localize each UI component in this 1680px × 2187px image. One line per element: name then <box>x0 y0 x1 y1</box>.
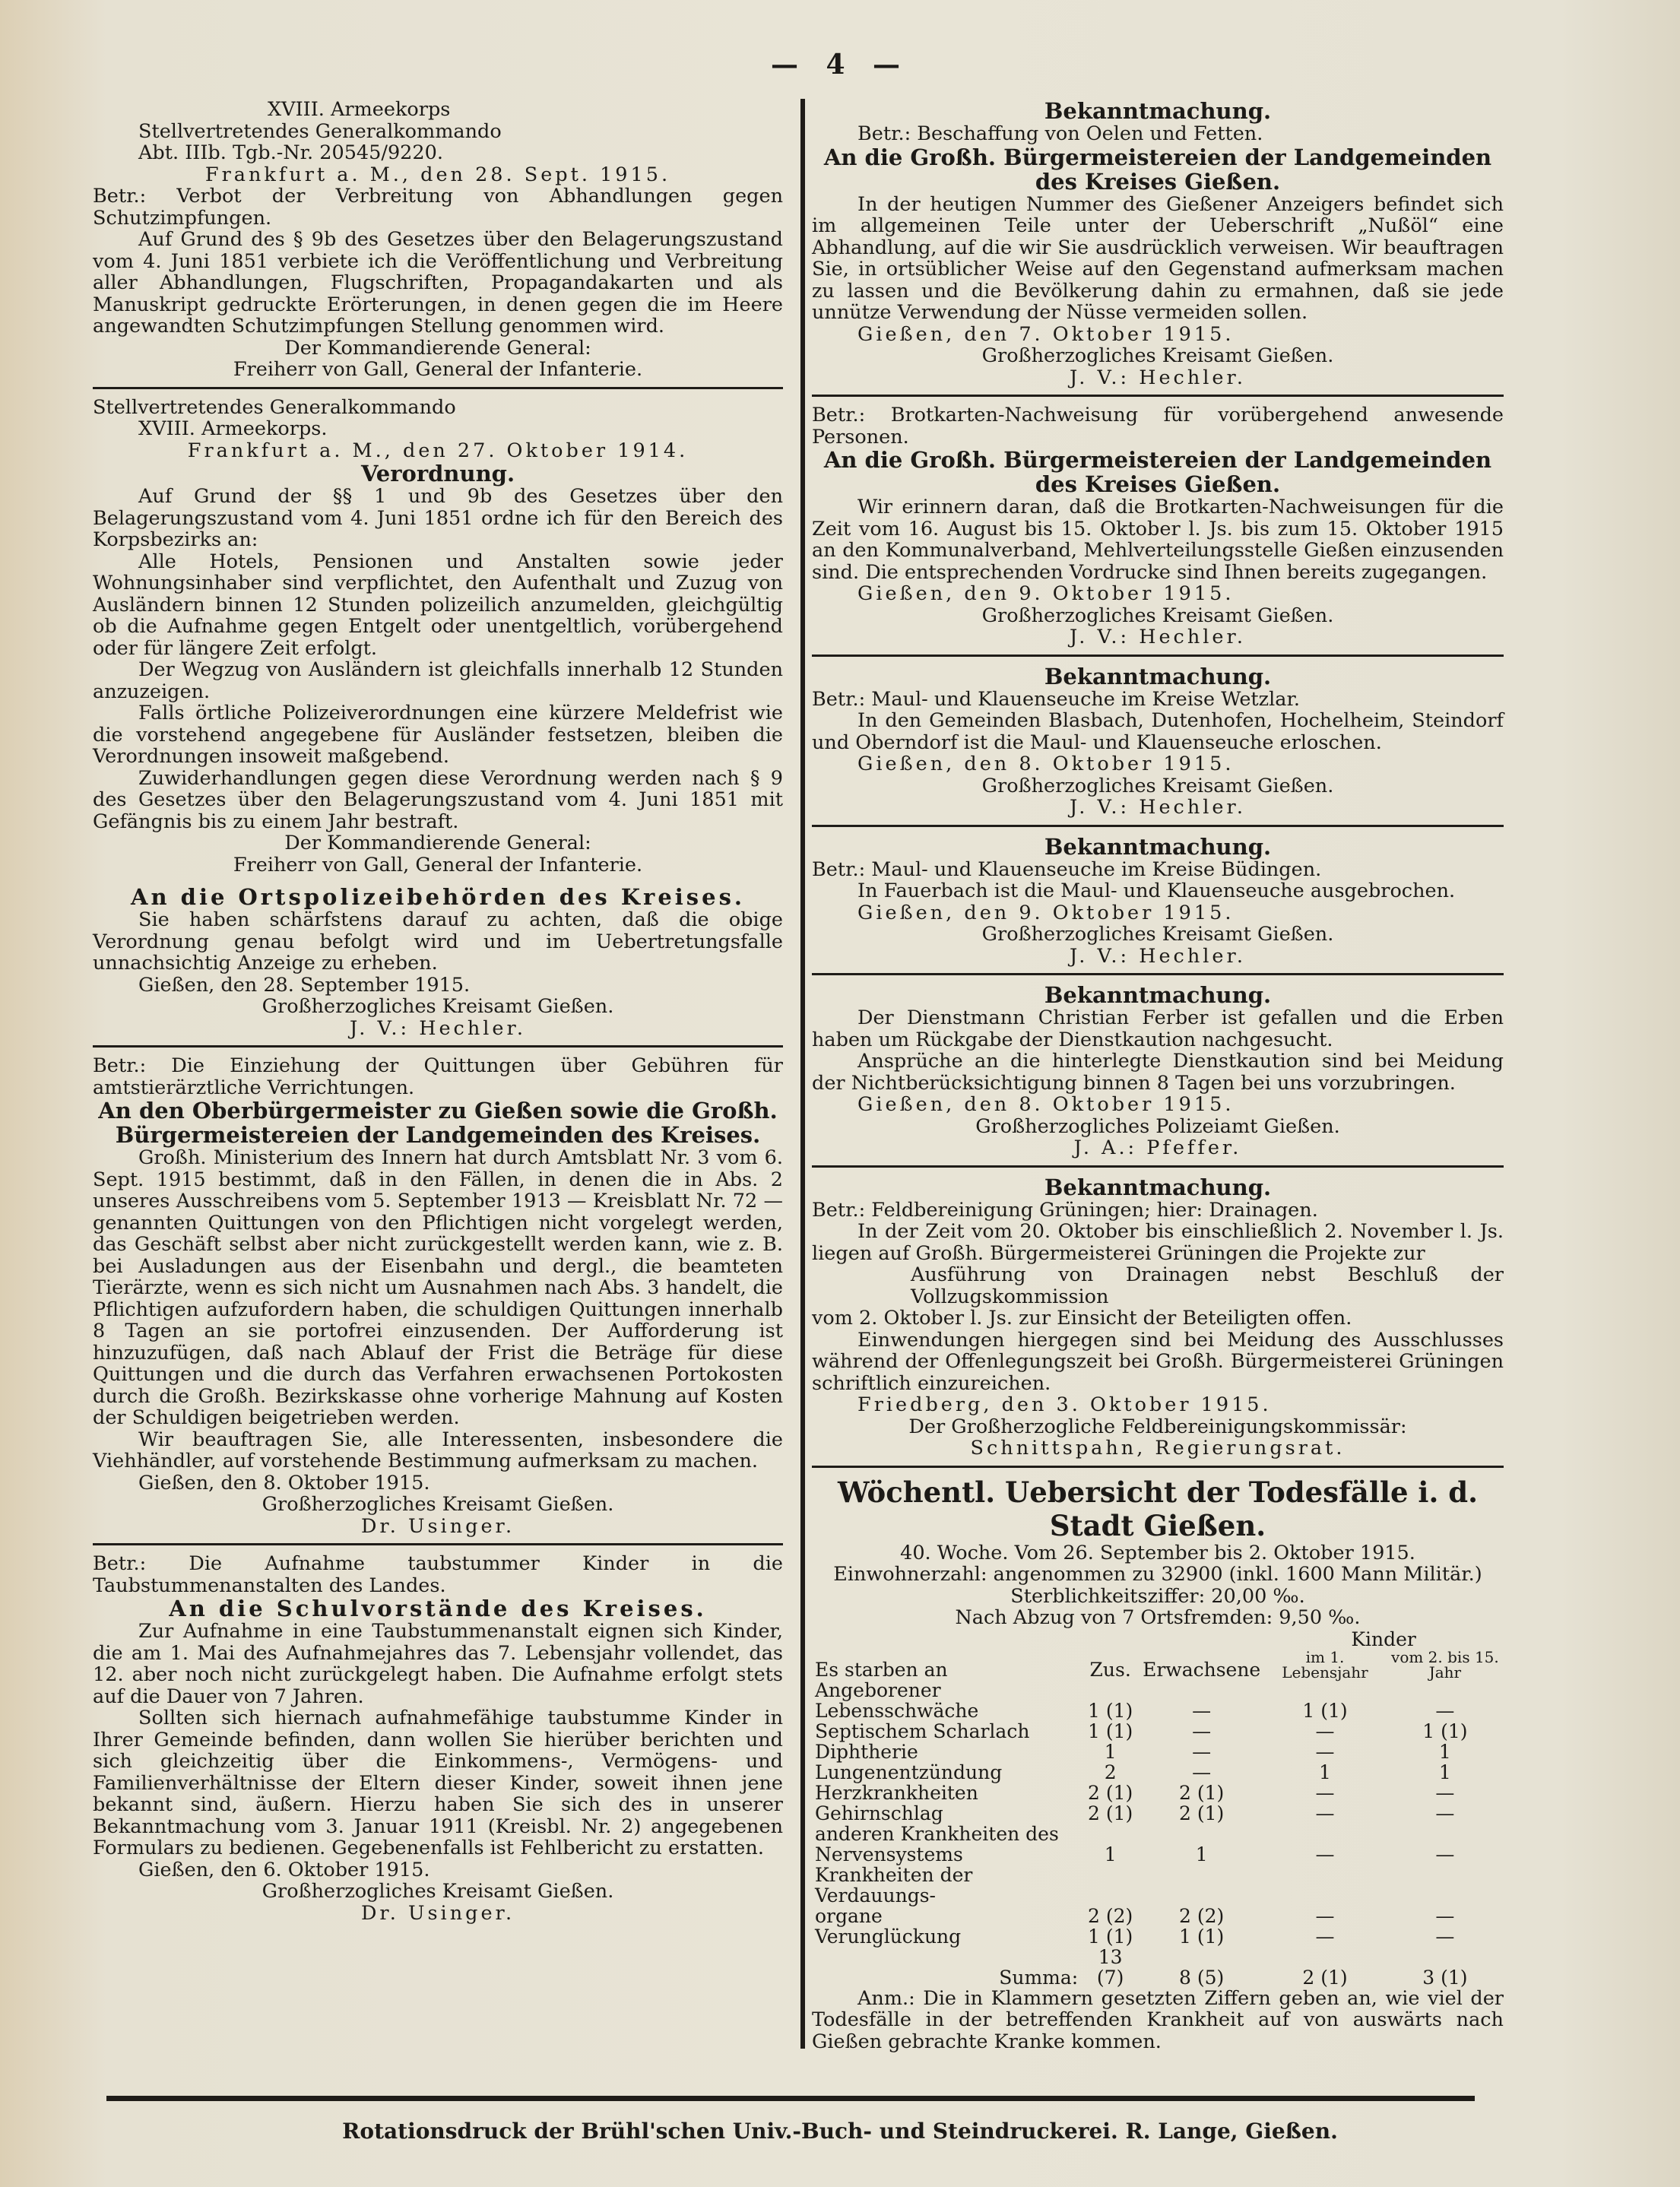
paragraph: Zur Aufnahme in eine Taubstummenanstalt eignen sich Kinder, die am 1. Mai des Aufnahmejahres das 7. Lebensjahr vollendet, das 12. aber noch nicht zurückgelegt haben. Die Aufnahme erfolgt stets auf die Dauer von 7 Jahren. <box>93 1620 783 1708</box>
cell-total: 1 (1) <box>1088 1719 1133 1742</box>
cell-cause: Krankheiten der Verdauungs- <box>815 1863 973 1906</box>
separator <box>812 825 1504 827</box>
betr-line: Betr.: Brotkarten-Nachweisung für vorübergehend anwesende Personen. <box>812 404 1504 448</box>
signature: J. V.: Hechler. <box>1070 796 1246 819</box>
table-row <box>812 1721 1504 1742</box>
office: Großherzogliches Kreisamt Gießen. <box>262 995 614 1018</box>
office: Großherzogliches Kreisamt Gießen. <box>981 604 1334 627</box>
office: Großherzogliches Kreisamt Gießen. <box>262 1880 614 1903</box>
statistics-week: 40. Woche. Vom 26. September bis 2. Oktober 1915. <box>900 1541 1415 1564</box>
cell-total: 1 <box>1104 1843 1117 1865</box>
betr-line: Betr.: Feldbereinigung Grüningen; hier: Drainagen. <box>812 1198 1318 1222</box>
notice-title: Bekanntmachung. <box>1044 982 1272 1008</box>
notice-heading: An die Großh. Bürgermeistereien der Landgemeinden des Kreises Gießen. <box>823 447 1492 497</box>
cell-total: 1 (1) <box>1088 1925 1133 1948</box>
notice-title: Bekanntmachung. <box>1044 98 1272 124</box>
statistics-note: Anm.: Die in Klammern gesetzten Ziffern geben an, wie viel der Todesfälle in der betreffenden Krankheit auf von auswärts nach Gießen gebrachte Kranke kommen. <box>812 1986 1504 2053</box>
office: Großherzogliches Kreisamt Gießen. <box>262 1493 614 1516</box>
cell-cause: Septischem Scharlach <box>815 1719 1030 1742</box>
signature: Dr. Usinger. <box>360 1514 515 1538</box>
dateline: Gießen, den 9. Oktober 1915. <box>857 901 1235 924</box>
sum-adults: 8 (5) <box>1179 1966 1225 1989</box>
deaths-table <box>812 1629 1504 1988</box>
cell-c2: — <box>1435 1925 1455 1948</box>
cell-total: 2 (1) <box>1088 1781 1133 1804</box>
betr-line: Betr.: Die Einziehung der Quittungen über Gebühren für amtstierärztliche Verrichtungen. <box>93 1054 783 1099</box>
sum-child-2-15: 3 (1) <box>1422 1966 1468 1989</box>
dateline: Gießen, den 6. Oktober 1915. <box>138 1858 430 1881</box>
notice-bread-cards <box>812 404 1504 648</box>
separator <box>93 1045 783 1048</box>
notice-foot-mouth-buedingen <box>812 835 1504 968</box>
signature: J. V.: Hechler. <box>1070 944 1246 968</box>
imprint: Rotationsdruck der Brühl'schen Univ.-Buch- und Steindruckerei. R. Lange, Gießen. <box>342 2119 1338 2144</box>
cell-cause: Nervensystems <box>815 1843 963 1865</box>
notice-body: In Fauerbach ist die Maul- und Klauenseuche ausgebrochen. <box>857 880 1456 902</box>
table-row <box>812 1680 1504 1721</box>
separator <box>812 655 1504 657</box>
cell-c1 <box>1263 1865 1387 1906</box>
separator <box>93 387 783 389</box>
cell-total: 2 (1) <box>1088 1802 1133 1824</box>
paragraph: Falls örtliche Polizeiverordnungen eine kürzere Meldefrist wie die vorstehend angegebene für Ausländer festsetzen, bleiben die Verordnungen insoweit maßgebend. <box>93 702 783 768</box>
notice-foot-mouth-wetzlar <box>812 664 1504 819</box>
cell-c2 <box>1387 1824 1504 1844</box>
signature: J. A.: Pfeffer. <box>1073 1136 1242 1159</box>
cell-adults: 2 (1) <box>1179 1781 1225 1804</box>
dateline: Gießen, den 8. Oktober 1915. <box>138 1471 430 1494</box>
notice-heading: An die Schulvorstände des Kreises. <box>169 1596 707 1621</box>
notice-body: Wir erinnern daran, daß die Brotkarten-Nachweisungen für die Zeit vom 16. August bis 15. Oktober l. Js. bis zum 15. Oktober 1915 an den Kommunalverband, Mehlverteilungsstelle Gießen einzusenden sind. Die entsprechenden Vordrucke sind Ihnen bereits zugegangen. <box>812 496 1504 584</box>
cell-adults: 2 (2) <box>1179 1904 1225 1927</box>
betr-line: Betr.: Beschaffung von Oelen und Fetten. <box>857 122 1263 145</box>
betr-line: Betr.: Maul- und Klauenseuche im Kreise Büdingen. <box>812 857 1322 881</box>
notice-heading: An die Ortspolizeibehörden des Kreises. <box>130 884 746 910</box>
cell-adults: 2 (1) <box>1179 1802 1225 1824</box>
paragraph: Wir beauftragen Sie, alle Interessenten, insbesondere die Viehhändler, auf vorstehende Bestimmung aufmerksam zu machen. <box>93 1428 783 1472</box>
signature: J. V.: Hechler. <box>1070 626 1246 648</box>
header-line: XVIII. Armeekorps <box>268 98 451 121</box>
cell-cause: organe <box>815 1904 883 1927</box>
notice-body: In der heutigen Nummer des Gießener Anzeigers befindet sich im allgemeinen Teile unter der Ueberschrift „Nußöl“ eine Abhandlung, auf die wir Sie ausdrücklich verweisen. Wir beauftragen Sie, in ortsüblicher Weise auf den Gegenstand aufmerksam machen zu lassen und die Bevölkerung dahin zu ermahnen, daß sie jede unnütze Verwendung der Nüsse vermeiden sollen. <box>812 192 1504 324</box>
cell-adults: — <box>1192 1761 1212 1783</box>
cell-adults: — <box>1192 1699 1212 1722</box>
paragraph: Großh. Ministerium des Innern hat durch Amtsblatt Nr. 3 vom 6. Sept. 1915 bestimmt, daß in den Fällen, in denen die in Abs. 2 unseres Ausschreibens vom 5. September 1913 — Kreisblatt Nr. 72 — genannten Quittungen von den Pflichtigen nicht vorgelegt werden, das Geschäft selbst aber nicht zurückgestellt werden kann, wie z. B. bei Ausladungen aus der Eisenbahn und dergl., die beamteten Tierärzte, wenn es sich nicht um Ausnahmen nach Abs. 3 handelt, die Pflichtigen aufzufordern haben, die schuldigen Quittungen innerhalb 8 Tagen an sie portofrei einzusenden. Der Aufforderung ist hinzuzufügen, daß nach Ablauf der Frist die Beträge für diese Quittungen und die durch das Verfahren erwachsenen Portokosten durch die Großh. Bezirkskasse ohne vorherige Mahnung auf Kosten der Schuldigen beigetrieben werden. <box>93 1146 783 1429</box>
cell-c1: — <box>1315 1719 1335 1742</box>
paragraph: Auf Grund der §§ 1 und 9b des Gesetzes über den Belagerungszustand vom 4. Juni 1851 ordne ich für den Bereich des Korpsbezirks an: <box>93 485 783 551</box>
cell-c1 <box>1263 1824 1387 1844</box>
betr-line: Betr.: Maul- und Klauenseuche im Kreise Wetzlar. <box>812 687 1300 711</box>
header-line: XVIII. Armeekorps. <box>138 417 328 440</box>
cell-c2: — <box>1435 1781 1455 1804</box>
dateline: Friedberg, den 3. Oktober 1915. <box>857 1393 1272 1416</box>
separator <box>812 1165 1504 1168</box>
paragraph: Ansprüche an die hinterlegte Dienstkaution sind bei Meidung der Nichtberücksichtigung binnen 8 Tagen bei uns vorzubringen. <box>812 1050 1504 1095</box>
dateline: Gießen, den 7. Oktober 1915. <box>857 322 1235 346</box>
paragraph: Einwendungen hiergegen sind bei Meidung des Ausschlusses während der Offenlegungszeit bei Großh. Bürgermeisterei Grüningen schriftlich einzureichen. <box>812 1328 1504 1395</box>
cell-c2: — <box>1435 1843 1455 1865</box>
notice-drainage <box>812 1175 1504 1460</box>
cell-cause: Verunglückung <box>815 1925 962 1948</box>
cell-cause: Lungenentzündung <box>815 1761 1003 1783</box>
cell-adults <box>1140 1865 1263 1906</box>
cell-c1: 1 (1) <box>1302 1699 1348 1722</box>
col-adults: Erwachsene <box>1143 1658 1261 1681</box>
statistics-rate-adjusted: Nach Abzug von 7 Ortsfremden: 9,50 ‰. <box>955 1606 1361 1629</box>
signature-title: Der Kommandierende General: <box>284 336 591 360</box>
cell-adults: 1 (1) <box>1179 1925 1225 1948</box>
cell-cause: Diphtherie <box>815 1740 918 1763</box>
cell-c1: — <box>1315 1925 1335 1948</box>
header-line: Stellvertretendes Generalkommando <box>93 395 456 419</box>
statistics-population: Einwohnerzahl: angenommen zu 32900 (inkl. 1600 Mann Militär.) <box>833 1563 1482 1586</box>
paragraph: Der Dienstmann Christian Ferber ist gefallen und die Erben haben um Rückgabe der Dienstkaution nachgesucht. <box>812 1006 1504 1051</box>
betr-line: Betr.: Verbot der Verbreitung von Abhandlungen gegen Schutzimpfungen. <box>93 185 783 230</box>
col-child-2-15: vom 2. bis 15. Jahr <box>1391 1647 1499 1681</box>
signature-title: Der Kommandierende General: <box>284 832 591 854</box>
sum-total: 13 (7) <box>1096 1945 1124 1989</box>
office: Großherzogliches Kreisamt Gießen. <box>981 923 1334 946</box>
cell-cause: Gehirnschlag <box>815 1802 943 1824</box>
notice-police-authorities <box>93 885 783 1039</box>
notice-body: Sie haben schärfstens darauf zu achten, daß die obige Verordnung genau befolgt wird und im Uebertretungsfalle unnachsichtig Anzeige zu erheben. <box>93 908 783 975</box>
table-row <box>812 1865 1504 1906</box>
notice-deaf-children <box>93 1553 783 1924</box>
cell-c2: — <box>1435 1699 1455 1722</box>
notice-title: Bekanntmachung. <box>1044 833 1272 860</box>
left-column <box>93 99 783 1924</box>
dateline: Gießen, den 8. Oktober 1915. <box>857 1093 1235 1116</box>
cell-c2: — <box>1435 1904 1455 1927</box>
cell-c1: — <box>1315 1802 1335 1824</box>
page-number: — 4 — <box>770 49 910 81</box>
notice-title: Verordnung. <box>360 461 515 487</box>
table-row <box>812 1926 1504 1947</box>
col-child-first-year: im 1. Lebensjahr <box>1282 1647 1368 1681</box>
separator <box>812 1466 1504 1468</box>
cell-cause: Angeborener Lebensschwäche <box>815 1678 979 1722</box>
dateline: Gießen, den 8. Oktober 1915. <box>857 753 1235 775</box>
notice-title: Bekanntmachung. <box>1044 663 1272 689</box>
cell-total <box>1081 1865 1140 1906</box>
cell-adults: — <box>1192 1740 1212 1763</box>
cell-cause: anderen Krankheiten des <box>815 1822 1059 1845</box>
notice-foreigners-ordinance <box>93 397 783 876</box>
col-total: Zus. <box>1089 1658 1131 1681</box>
paragraph: In der Zeit vom 20. Oktober bis einschließlich 2. November l. Js. liegen auf Großh. Bürgermeisterei Grüningen die Projekte zur <box>812 1220 1504 1265</box>
cell-total: 1 <box>1104 1740 1117 1763</box>
separator <box>93 1543 783 1545</box>
table-row <box>812 1844 1504 1865</box>
sum-row <box>812 1947 1504 1988</box>
notice-body: In den Gemeinden Blasbach, Dutenhofen, Hochelheim, Steindorf und Oberndorf ist die Maul- und Klauenseuche erloschen. <box>812 709 1504 754</box>
cell-adults: 1 <box>1195 1843 1208 1865</box>
signature: Dr. Usinger. <box>360 1901 515 1925</box>
dateline: Frankfurt a. M., den 28. Sept. 1915. <box>204 163 671 186</box>
signature: J. V.: Hechler. <box>350 1016 526 1040</box>
cell-c2: 1 <box>1438 1761 1451 1783</box>
dateline: Gießen, den 9. Oktober 1915. <box>857 582 1235 605</box>
dateline: Gießen, den 28. September 1915. <box>138 973 471 997</box>
cell-total: 2 (2) <box>1088 1904 1133 1927</box>
office: Großherzogliches Kreisamt Gießen. <box>981 344 1334 367</box>
cell-c1: 1 <box>1319 1761 1331 1783</box>
signature: Schnittspahn, Regierungsrat. <box>970 1437 1346 1460</box>
header-line: Abt. IIIb. Tgb.-Nr. 20545/9220. <box>138 141 443 164</box>
sum-label: Summa: <box>999 1966 1079 1989</box>
notice-title: Bekanntmachung. <box>1044 1174 1272 1200</box>
cell-c1: — <box>1315 1781 1335 1804</box>
statistics-title: Wöchentl. Uebersicht der Todesfälle i. d. Stadt Gießen. <box>838 1475 1478 1542</box>
cell-c2: 1 (1) <box>1422 1719 1468 1742</box>
paragraph: vom 2. Oktober l. Js. zur Einsicht der Beteiligten offen. <box>812 1307 1352 1330</box>
notice-heading: An die Großh. Bürgermeistereien der Landgemeinden des Kreises Gießen. <box>823 144 1492 195</box>
cell-c1: — <box>1315 1843 1335 1865</box>
cell-cause: Herzkrankheiten <box>815 1781 978 1804</box>
notice-vaccination-ban <box>93 99 783 381</box>
signature: J. V.: Hechler. <box>1070 366 1246 389</box>
signature: Freiherr von Gall, General der Infanterie. <box>233 358 643 381</box>
cell-total: 2 <box>1104 1761 1117 1783</box>
cell-c2: 1 <box>1438 1740 1451 1763</box>
sum-child-first-year: 2 (1) <box>1302 1966 1348 1989</box>
cell-c1: — <box>1315 1904 1335 1927</box>
signature: Freiherr von Gall, General der Infanterie. <box>233 853 643 876</box>
table-row <box>812 1742 1504 1762</box>
paragraph: Der Wegzug von Ausländern ist gleichfalls innerhalb 12 Stunden anzuzeigen. <box>93 658 783 703</box>
death-statistics <box>812 1475 1504 2053</box>
office: Großherzogliches Kreisamt Gießen. <box>981 774 1334 797</box>
notice-oils-fats <box>812 99 1504 388</box>
separator <box>812 973 1504 975</box>
dateline: Frankfurt a. M., den 27. Oktober 1914. <box>187 439 689 462</box>
col-children: Kinder <box>1351 1628 1416 1650</box>
col-cause: Es starben an <box>815 1658 948 1681</box>
separator <box>812 395 1504 397</box>
notice-service-deposit <box>812 983 1504 1159</box>
table-row <box>812 1906 1504 1926</box>
paragraph: Ausführung von Drainagen nebst Beschluß der Vollzugskommission <box>911 1263 1504 1308</box>
table-row <box>812 1803 1504 1824</box>
paragraph: Zuwiderhandlungen gegen diese Verordnung werden nach § 9 des Gesetzes über den Belagerungszustand vom 4. Juni 1851 mit Gefängnis bis zu einem Jahr bestraft. <box>93 766 783 833</box>
notice-heading: An den Oberbürgermeister zu Gießen sowie die Großh. Bürgermeistereien der Landgemeinden des Kreises. <box>98 1098 778 1148</box>
paragraph: Alle Hotels, Pensionen und Anstalten sowie jeder Wohnungsinhaber sind verpflichtet, den Aufenthalt und Zuzug von Ausländern binnen 12 Stunden polizeilich anzumelden, gleichgültig ob die Aufnahme gegen Entgelt oder unentgeltlich, vorübergehend oder für längere Zeit erfolgt. <box>93 550 783 660</box>
right-column <box>812 99 1504 2052</box>
cell-total <box>1081 1824 1140 1844</box>
statistics-rate: Sterblichkeitsziffer: 20,00 ‰. <box>1010 1584 1305 1608</box>
cell-adults <box>1140 1824 1263 1844</box>
cell-c2 <box>1387 1865 1504 1906</box>
header-line: Stellvertretendes Generalkommando <box>138 119 502 143</box>
table-row <box>812 1762 1504 1783</box>
notice-veterinary-receipts <box>93 1055 783 1537</box>
cell-total: 1 (1) <box>1088 1699 1133 1722</box>
cell-adults: — <box>1192 1719 1212 1742</box>
office: Großherzogliches Polizeiamt Gießen. <box>975 1114 1340 1138</box>
office: Der Großherzogliche Feldbereinigungskommissär: <box>908 1415 1407 1438</box>
betr-line: Betr.: Die Aufnahme taubstummer Kinder in die Taubstummenanstalten des Landes. <box>93 1552 783 1597</box>
notice-body: Auf Grund des § 9b des Gesetzes über den Belagerungszustand vom 4. Juni 1851 verbiete ich die Veröffentlichung und Verbreitung aller Abhandlungen, Flugschriften, Propagandakarten und als Manuskript gedruckte Erörterungen, in denen gegen die im Heere angewandten Schutzimpfungen Stellung genommen wird. <box>93 228 783 338</box>
cell-c2: — <box>1435 1802 1455 1824</box>
column-divider <box>800 99 805 2049</box>
paragraph: Sollten sich hiernach aufnahmefähige taubstumme Kinder in Ihrer Gemeinde befinden, dann wollen Sie hierüber berichten und sich gleichzeitig über die Einkommens-, Vermögens- und Familienverhältnisse der Eltern dieser Kinder, soweit ihnen jene bekannt sind, äußern. Hierzu haben Sie sich des in unserer Bekanntmachung vom 3. Januar 1911 (Kreisbl. Nr. 2) angegebenen Formulars zu bedienen. Gegebenenfalls ist Fehlbericht zu erstatten. <box>93 1707 783 1859</box>
bottom-rule <box>106 2096 1475 2101</box>
table-row <box>812 1783 1504 1803</box>
cell-c1: — <box>1315 1740 1335 1763</box>
table-row <box>812 1824 1504 1844</box>
